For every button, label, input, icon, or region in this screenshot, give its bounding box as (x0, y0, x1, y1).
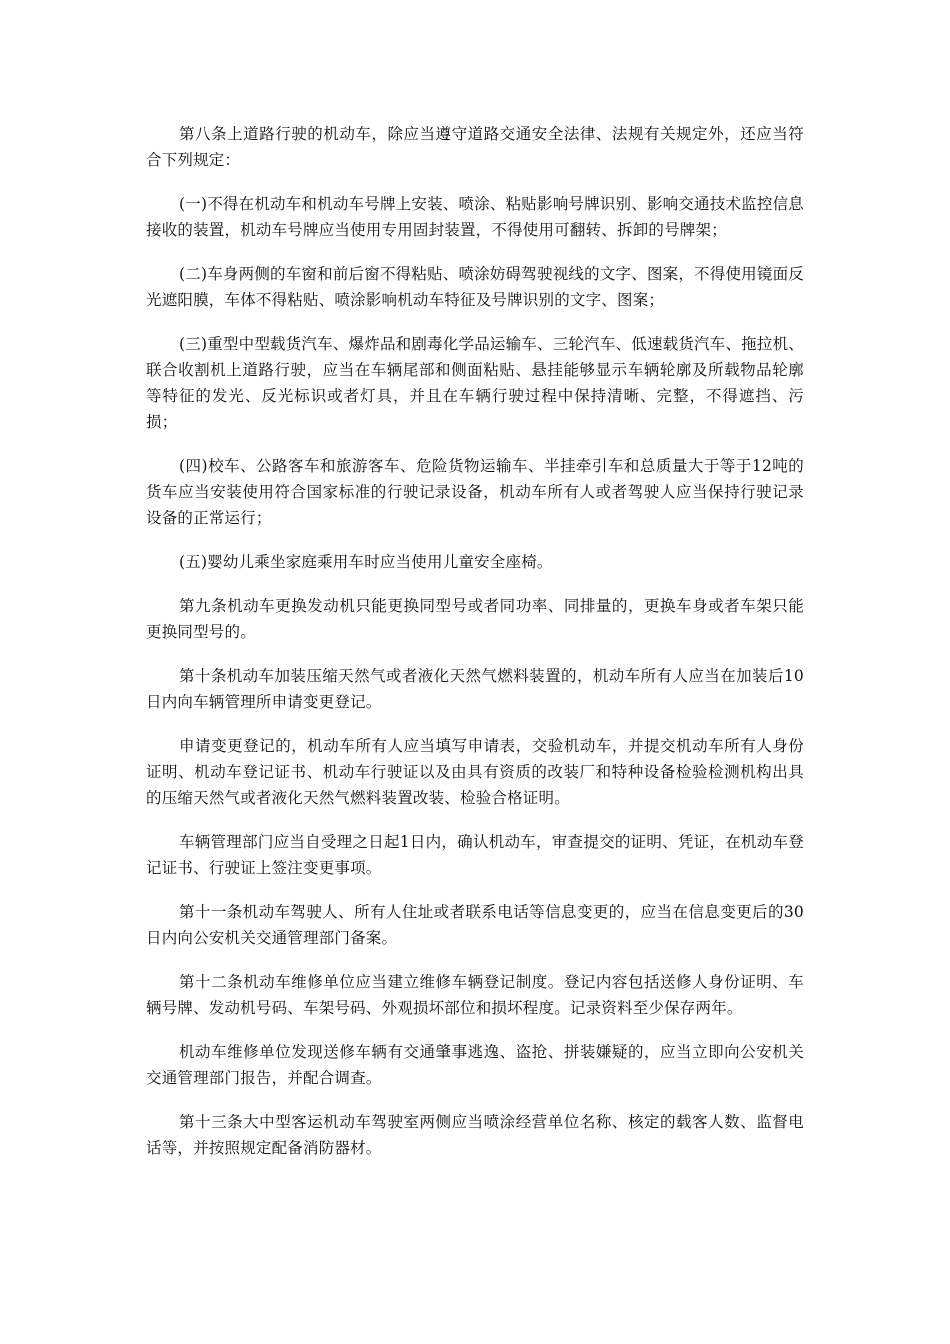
paragraph-article-8-item-4: (四)校车、公路客车和旅游客车、危险货物运输车、半挂牵引车和总质量大于等于12吨的货车应当安装使用符合国家标准的行驶记录设备，机动车所有人或者驾驶人应当保持行驶记录设备的正常运行； (146, 457, 804, 527)
paragraph-article-10-review: 车辆管理部门应当自受理之日起1日内，确认机动车，审查提交的证明、凭证，在机动车登记证书、行驶证上签注变更事项。 (146, 833, 804, 877)
paragraph-article-8-item-1: (一)不得在机动车和机动车号牌上安装、喷涂、粘贴影响号牌识别、影响交通技术监控信息接收的装置，机动车号牌应当使用专用固封装置，不得使用可翻转、拆卸的号牌架； (146, 195, 804, 239)
paragraph-article-13: 第十三条大中型客运机动车驾驶室两侧应当喷涂经营单位名称、核定的载客人数、监督电话等，并按照规定配备消防器材。 (146, 1113, 804, 1157)
document-body (146, 121, 804, 1179)
paragraph-article-10-application: 申请变更登记的，机动车所有人应当填写申请表，交验机动车，并提交机动车所有人身份证明、机动车登记证书、机动车行驶证以及由具有资质的改装厂和特种设备检验检测机构出具的压缩天然气或者液化天然气燃料装置改装、检验合格证明。 (146, 737, 804, 807)
paragraph-article-8: 第八条上道路行驶的机动车，除应当遵守道路交通安全法律、法规有关规定外，还应当符合下列规定： (146, 125, 804, 169)
paragraph-article-8-item-2: (二)车身两侧的车窗和前后窗不得粘贴、喷涂妨碍驾驶视线的文字、图案，不得使用镜面反光遮阳膜，车体不得粘贴、喷涂影响机动车特征及号牌识别的文字、图案； (146, 265, 804, 309)
paragraph-article-12-report: 机动车维修单位发现送修车辆有交通肇事逃逸、盗抢、拼装嫌疑的，应当立即向公安机关交通管理部门报告，并配合调查。 (146, 1043, 804, 1087)
paragraph-article-10: 第十条机动车加装压缩天然气或者液化天然气燃料装置的，机动车所有人应当在加装后10日内向车辆管理所申请变更登记。 (146, 667, 804, 711)
paragraph-article-12: 第十二条机动车维修单位应当建立维修车辆登记制度。登记内容包括送修人身份证明、车辆号牌、发动机号码、车架号码、外观损坏部位和损坏程度。记录资料至少保存两年。 (146, 973, 804, 1017)
paragraph-article-8-item-5: (五)婴幼儿乘坐家庭乘用车时应当使用儿童安全座椅。 (179, 553, 553, 571)
paragraph-article-11: 第十一条机动车驾驶人、所有人住址或者联系电话等信息变更的，应当在信息变更后的30日内向公安机关交通管理部门备案。 (146, 903, 804, 947)
paragraph-article-8-item-3: (三)重型中型载货汽车、爆炸品和剧毒化学品运输车、三轮汽车、低速载货汽车、拖拉机、联合收割机上道路行驶，应当在车辆尾部和侧面粘贴、悬挂能够显示车辆轮廓及所载物品轮廓等特征的发光、反光标识或者灯具，并且在车辆行驶过程中保持清晰、完整，不得遮挡、污损； (146, 335, 804, 431)
paragraph-article-9: 第九条机动车更换发动机只能更换同型号或者同功率、同排量的，更换车身或者车架只能更换同型号的。 (146, 597, 804, 641)
